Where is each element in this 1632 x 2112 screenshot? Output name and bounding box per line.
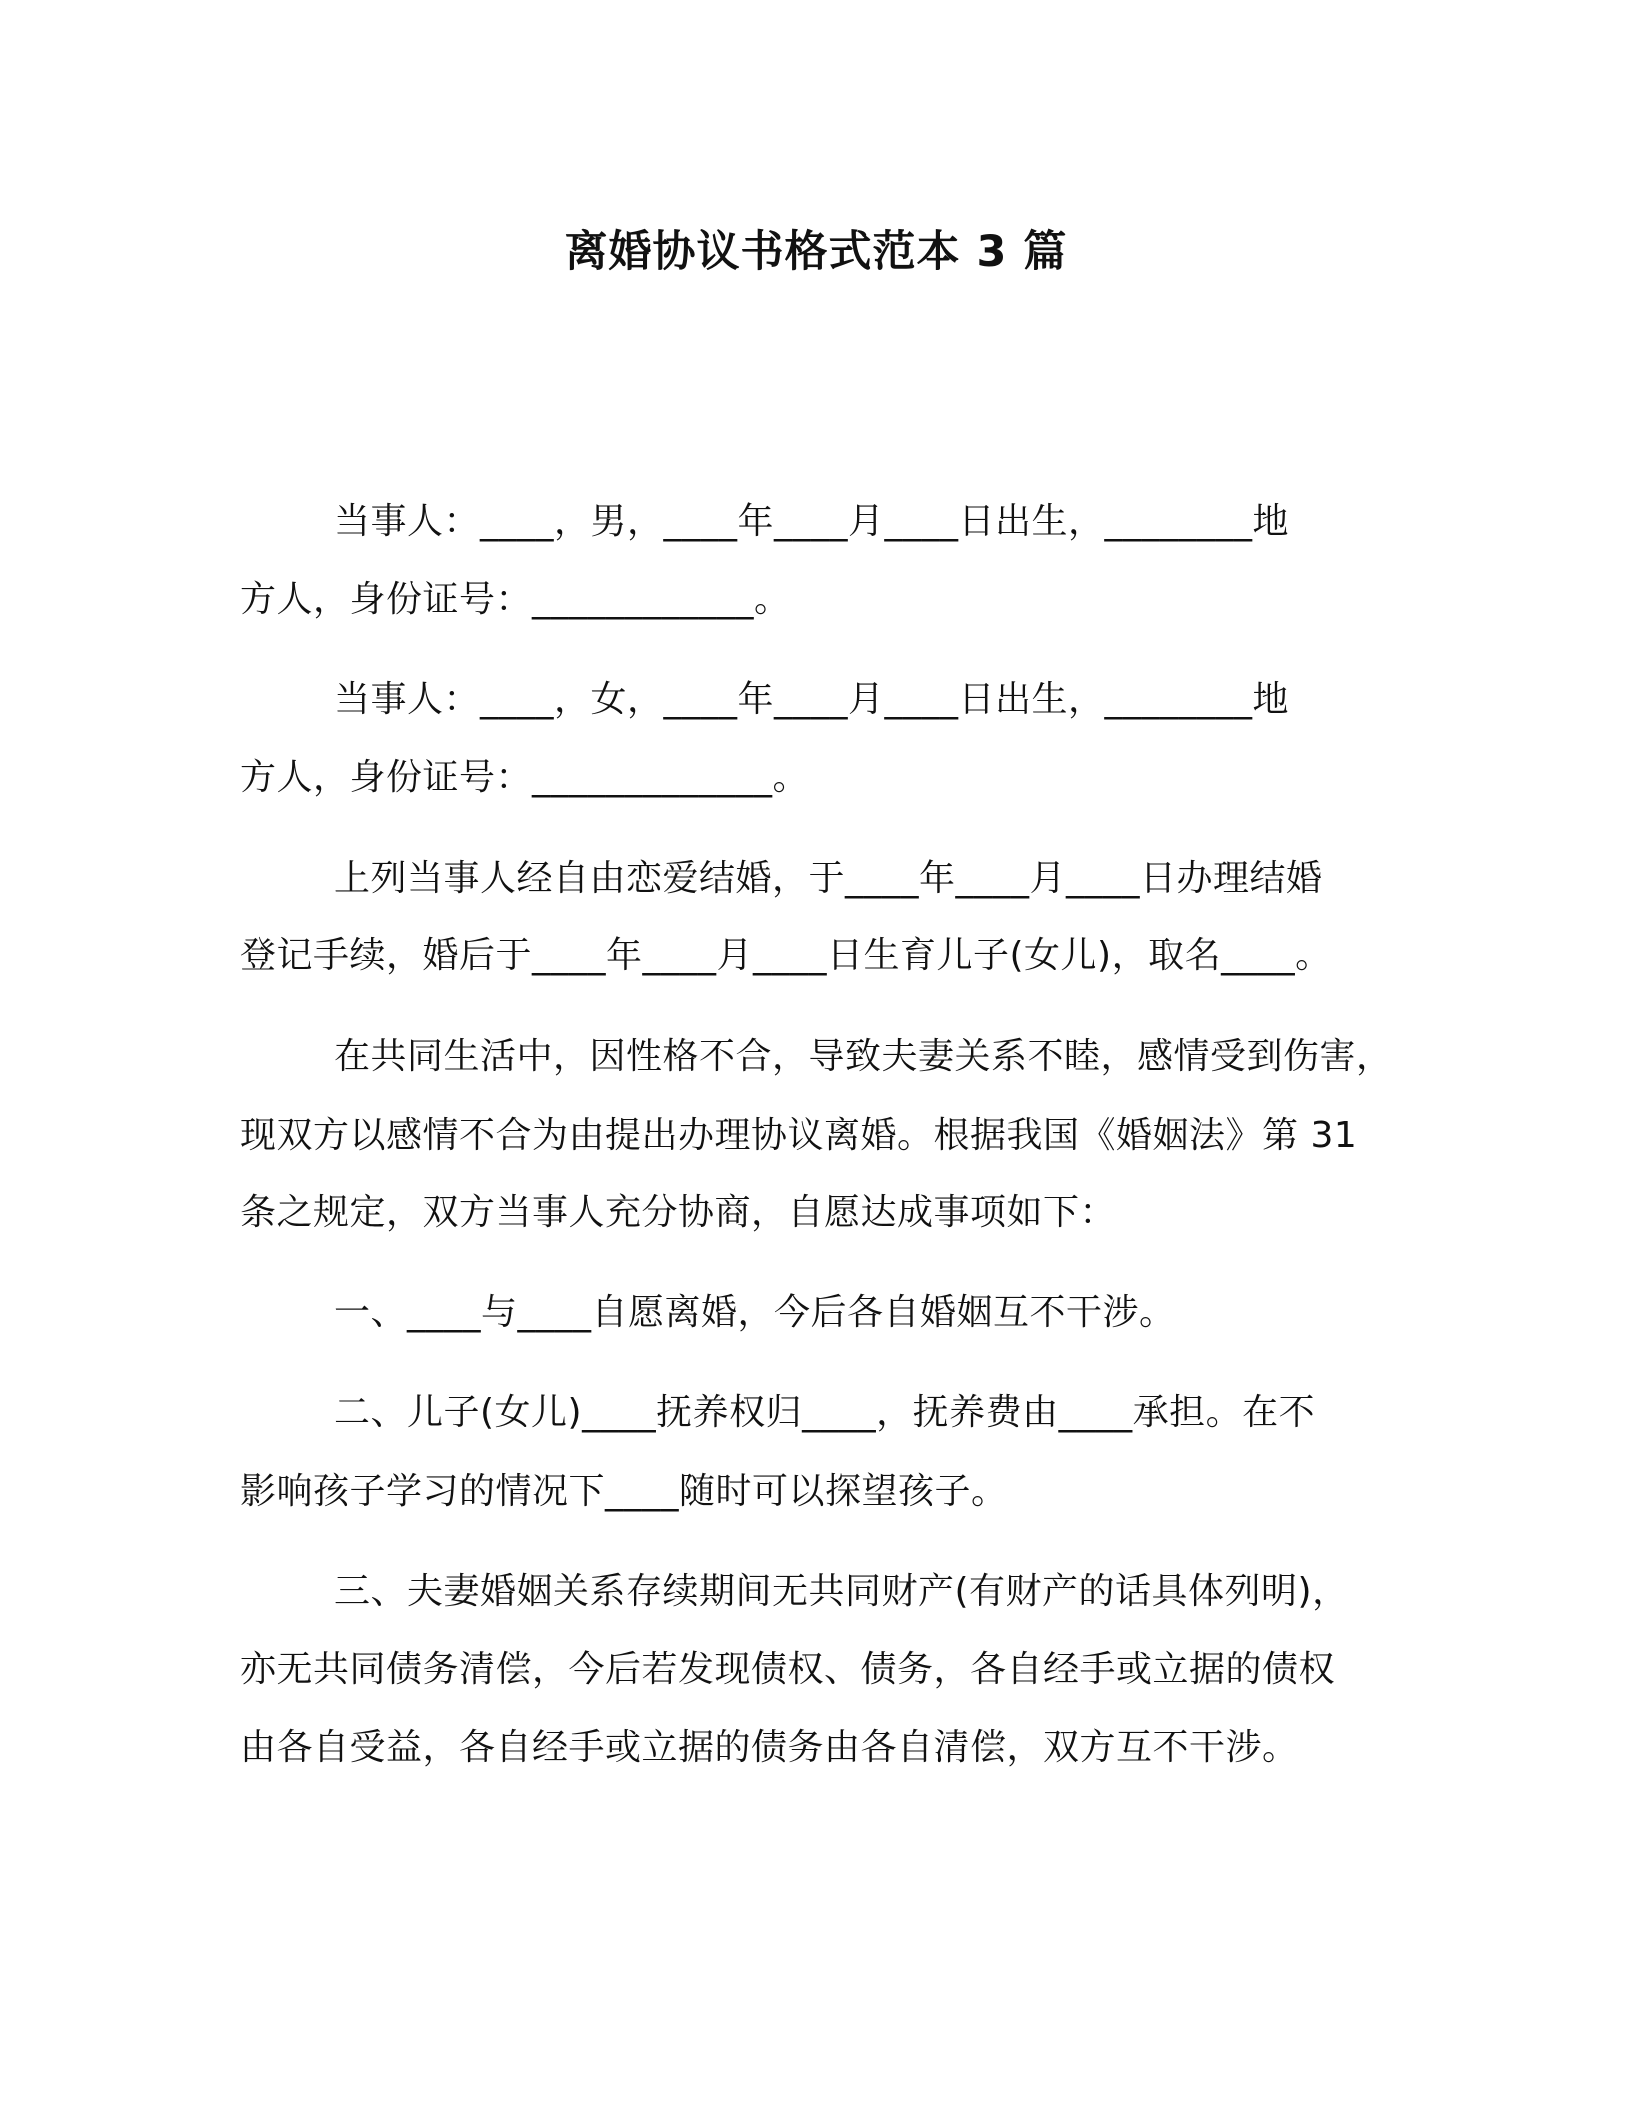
- clause-one-line-1: 一、____与____自愿离婚，今后各自婚姻互不干涉。: [334, 1292, 1176, 1333]
- clause-three-line-2: 亦无共同债务清偿，今后若发现债权、债务，各自经手或立据的债权: [240, 1649, 1336, 1690]
- marriage-paragraph-line-2: 登记手续，婚后于____年____月____日生育儿子(女儿)，取名____。: [240, 935, 1332, 976]
- marriage-paragraph-line-1: 上列当事人经自由恋爱结婚，于____年____月____日办理结婚: [334, 858, 1323, 899]
- reason-paragraph-line-1: 在共同生活中，因性格不合，导致夫妻关系不睦，感情受到伤害，: [334, 1036, 1393, 1077]
- clause-three-line-3: 由各自受益，各自经手或立据的债务由各自清偿，双方互不干涉。: [240, 1727, 1299, 1768]
- reason-paragraph-line-3: 条之规定，双方当事人充分协商，自愿达成事项如下：: [240, 1192, 1117, 1233]
- clause-two-line-2: 影响孩子学习的情况下____随时可以探望孩子。: [240, 1471, 1008, 1512]
- party-female-line-2: 方人，身份证号：_____________。: [240, 757, 810, 798]
- clause-three-line-1: 三、夫妻婚姻关系存续期间无共同财产(有财产的话具体列明)，: [334, 1571, 1349, 1612]
- document-title: 离婚协议书格式范本 3 篇: [564, 227, 1068, 277]
- party-male-line-1: 当事人：____，男，____年____月____日出生，________地: [334, 501, 1290, 542]
- party-female-line-1: 当事人：____，女，____年____月____日出生，________地: [334, 679, 1290, 720]
- clause-two-line-1: 二、儿子(女儿)____抚养权归____，抚养费由____承担。在不: [334, 1392, 1316, 1433]
- party-male-line-2: 方人，身份证号：____________。: [240, 579, 791, 620]
- reason-paragraph-line-2: 现双方以感情不合为由提出办理协议离婚。根据我国《婚姻法》第 31: [240, 1115, 1358, 1156]
